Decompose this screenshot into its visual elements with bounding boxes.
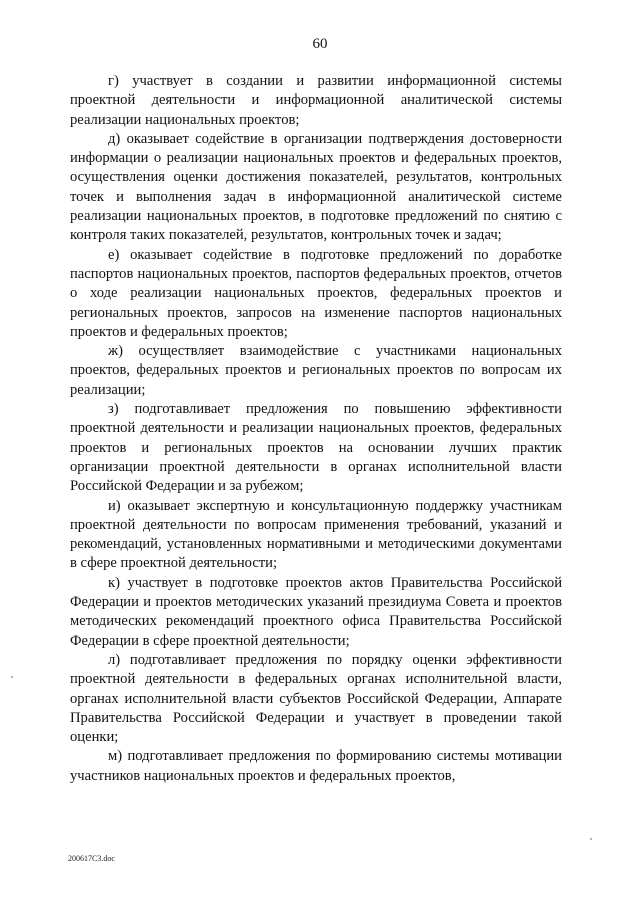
paragraph-z: з) подготавливает предложения по повышению эффективности проектной деятельности и реализации национальных проектов, федеральных проектов и региональных проектов на основании лучших практик организации проектной деятельности в органах исполнительной власти Российской Федерации и за рубежом; bbox=[70, 401, 562, 495]
paragraph-g: г) участвует в создании и развитии информационной системы проектной деятельности и информационной аналитической системы реализации национальных проектов; bbox=[70, 73, 562, 128]
paragraph-m: м) подготавливает предложения по формированию системы мотивации участников национальных проектов и федеральных проектов, bbox=[70, 748, 562, 784]
paragraph-e: е) оказывает содействие в подготовке предложений по доработке паспортов национальных проектов, паспортов федеральных проектов, отчетов о ходе реализации национальных проектов, федеральных проектов и региональных проектов, запросов на изменение паспортов национальных проектов и федеральных проектов; bbox=[70, 246, 562, 340]
scan-speck bbox=[590, 838, 592, 840]
paragraph-l: л) подготавливает предложения по порядку оценки эффективности проектной деятельности в федеральных органах исполнительной власти, органах исполнительной власти субъектов Российской Федерации, Аппарате Правительства Российской Федерации и участвует в проведении такой оценки; bbox=[70, 651, 562, 746]
paragraph-k: к) участвует в подготовке проектов актов Правительства Российской Федерации и проектов методических указаний президиума Совета и проектов методических рекомендаций проектного офиса Правительства Российской Федерации в сфере проектной деятельности; bbox=[70, 574, 562, 649]
paragraph-d: д) оказывает содействие в организации подтверждения достоверности информации о реализации национальных проектов и федеральных проектов, осуществления оценки достижения показателей, результатов, контрольных точек и выполнения задач в информационной аналитической системе реализации национальных проектов, в подготовке предложений по снятию с контроля таких показателей, результатов, контрольных точек и задач; bbox=[70, 130, 562, 244]
scan-speck bbox=[11, 676, 13, 678]
page-number: 60 bbox=[312, 36, 328, 52]
document-body bbox=[70, 72, 562, 786]
paragraph-zh: ж) осуществляет взаимодействие с участниками национальных проектов, федеральных проектов и региональных проектов по вопросам их реализации; bbox=[70, 343, 562, 398]
paragraph-i: и) оказывает экспертную и консультационную поддержку участникам проектной деятельности по вопросам применения требований, указаний и рекомендаций, установленных нормативными и методическими документами в сфере проектной деятельности; bbox=[70, 497, 562, 572]
footer-file-code: 200617C3.doc bbox=[68, 854, 115, 863]
